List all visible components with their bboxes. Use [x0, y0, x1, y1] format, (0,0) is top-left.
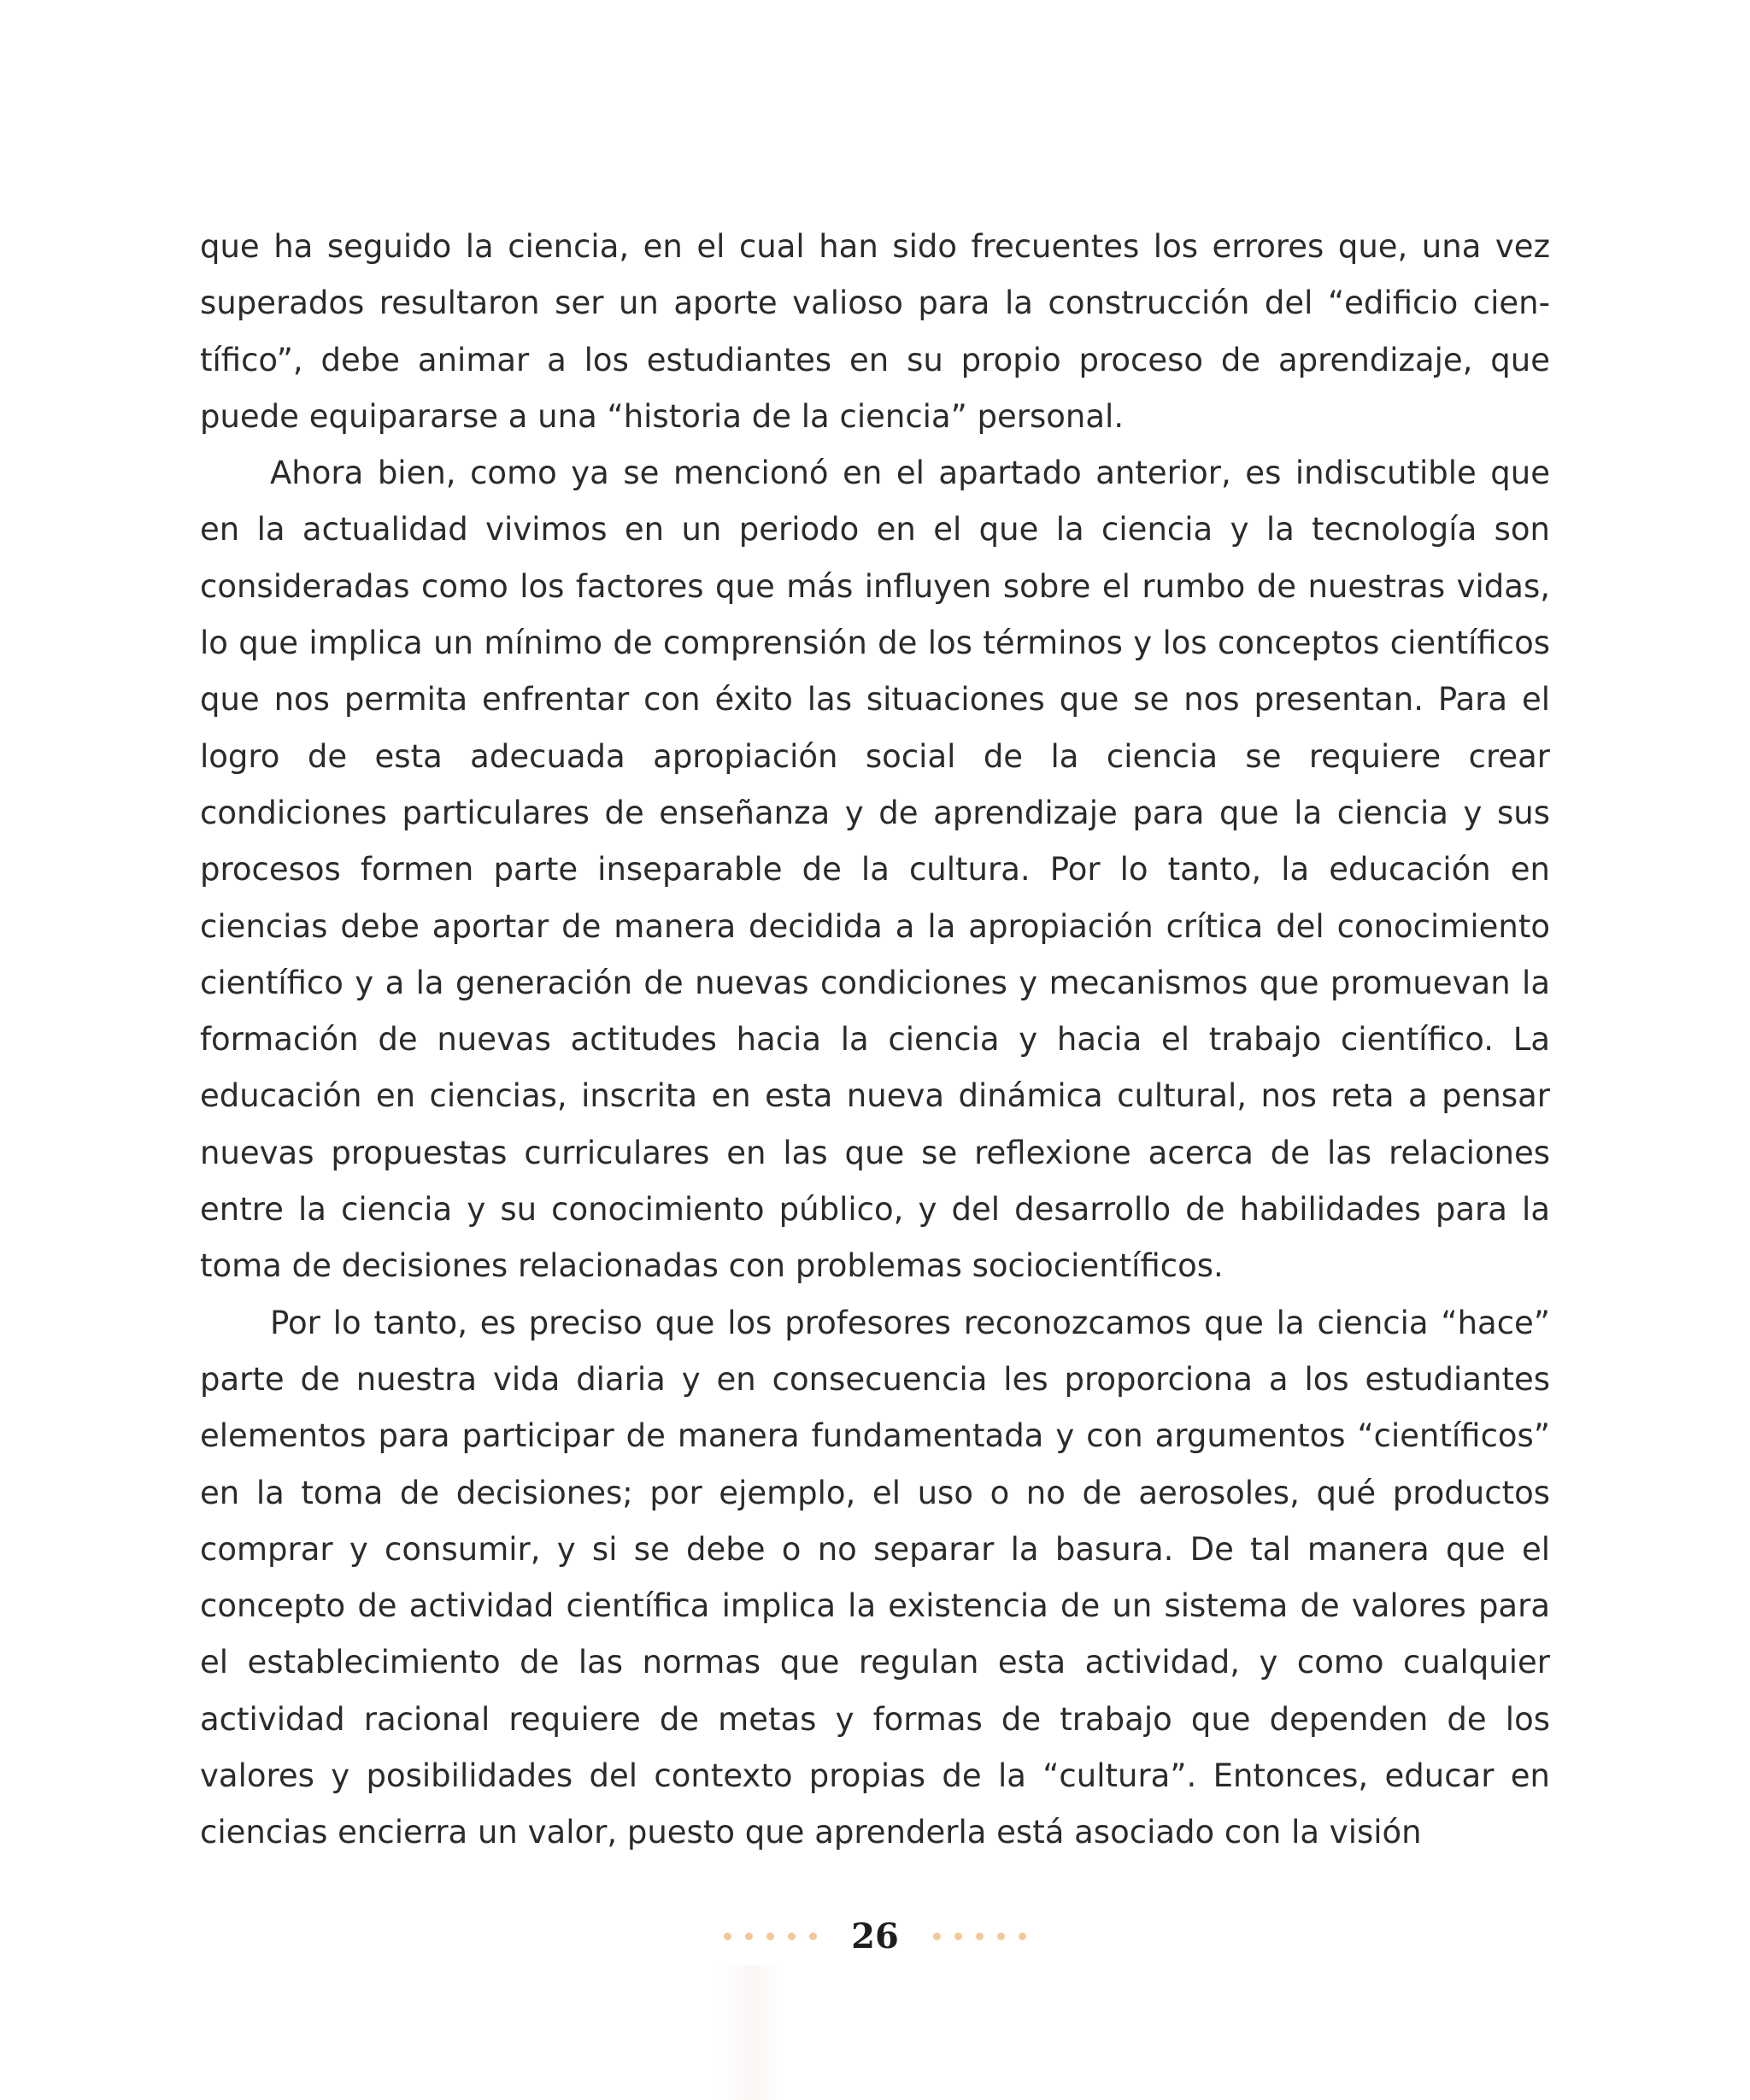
- page-number: 26: [851, 1915, 899, 1956]
- ornament-dot: [933, 1933, 941, 1940]
- paragraph-continuation: que ha seguido la ciencia, en el cual han sido frecuentes los errores que, una vez superados resultaron ser un aporte valioso para la construcción del “edificio científico”, debe animar a los estudiantes en su propio proceso de aprendizaje, que puede equipararse a una “historia de la ciencia” personal.: [200, 228, 1550, 435]
- paragraph-por-lo-tanto: Por lo tanto, es preciso que los profesores reconozcamos que la ciencia “hace” parte de nuestra vida diaria y en consecuencia les proporciona a los estudiantes elementos para participar de manera fundamentada y con argumentos “científicos” en la toma de decisiones; por ejemplo, el uso o no de aerosoles, qué productos comprar y consumir, y si se debe o no separar la basura. De tal manera que el concepto de actividad científica implica la existencia de un sistema de valores para el establecimiento de las normas que regulan esta actividad, y como cualquier actividad racional requiere de metas y formas de trabajo que dependen de los valores y posibilidades del contexto propias de la “cultura”. Entonces, educar en ciencias encierra un valor, puesto que aprenderla está asociado con la visión: [200, 1304, 1550, 1851]
- body-text: [200, 219, 1550, 1862]
- ornament-dot: [724, 1933, 731, 1940]
- ornament-dot: [766, 1933, 774, 1940]
- page-shade: [718, 1965, 786, 2100]
- ornament-dot: [976, 1933, 984, 1940]
- ornament-dot: [745, 1933, 753, 1940]
- ornament-dot: [809, 1933, 817, 1940]
- page-footer: [0, 1910, 1750, 1962]
- right-dot-ornament: [933, 1933, 1026, 1940]
- ornament-dot: [954, 1933, 962, 1940]
- ornament-dot: [1019, 1933, 1026, 1940]
- ornament-dot: [788, 1933, 796, 1940]
- ornament-dot: [997, 1933, 1005, 1940]
- left-dot-ornament: [724, 1933, 817, 1940]
- paragraph-ahora-bien: Ahora bien, como ya se mencionó en el apartado anterior, es indiscutible que en la actualidad vivimos en un periodo en el que la ciencia y la tecnología son consideradas como los factores que más influyen sobre el rumbo de nuestras vidas, lo que implica un mínimo de comprensión de los términos y los conceptos científicos que nos permita enfrentar con éxito las situaciones que se nos presentan. Para el logro de esta adecuada apropiación social de la ciencia se requiere crear condiciones particulares de enseñanza y de aprendizaje para que la ciencia y sus procesos formen parte inseparable de la cultura. Por lo tanto, la educación en ciencias debe aportar de manera decidida a la apropiación crítica del conocimiento científico y a la generación de nuevas condiciones y mecanismos que promuevan la formación de nuevas actitudes hacia la ciencia y hacia el trabajo científico. La educación en ciencias, inscrita en esta nueva dinámica cultural, nos reta a pensar nuevas propuestas curriculares en las que se reflexione acerca de las relaciones entre la ciencia y su conocimiento público, y del desarrollo de habilidades para la toma de decisiones relacionadas con problemas sociocientíficos.: [200, 455, 1550, 1285]
